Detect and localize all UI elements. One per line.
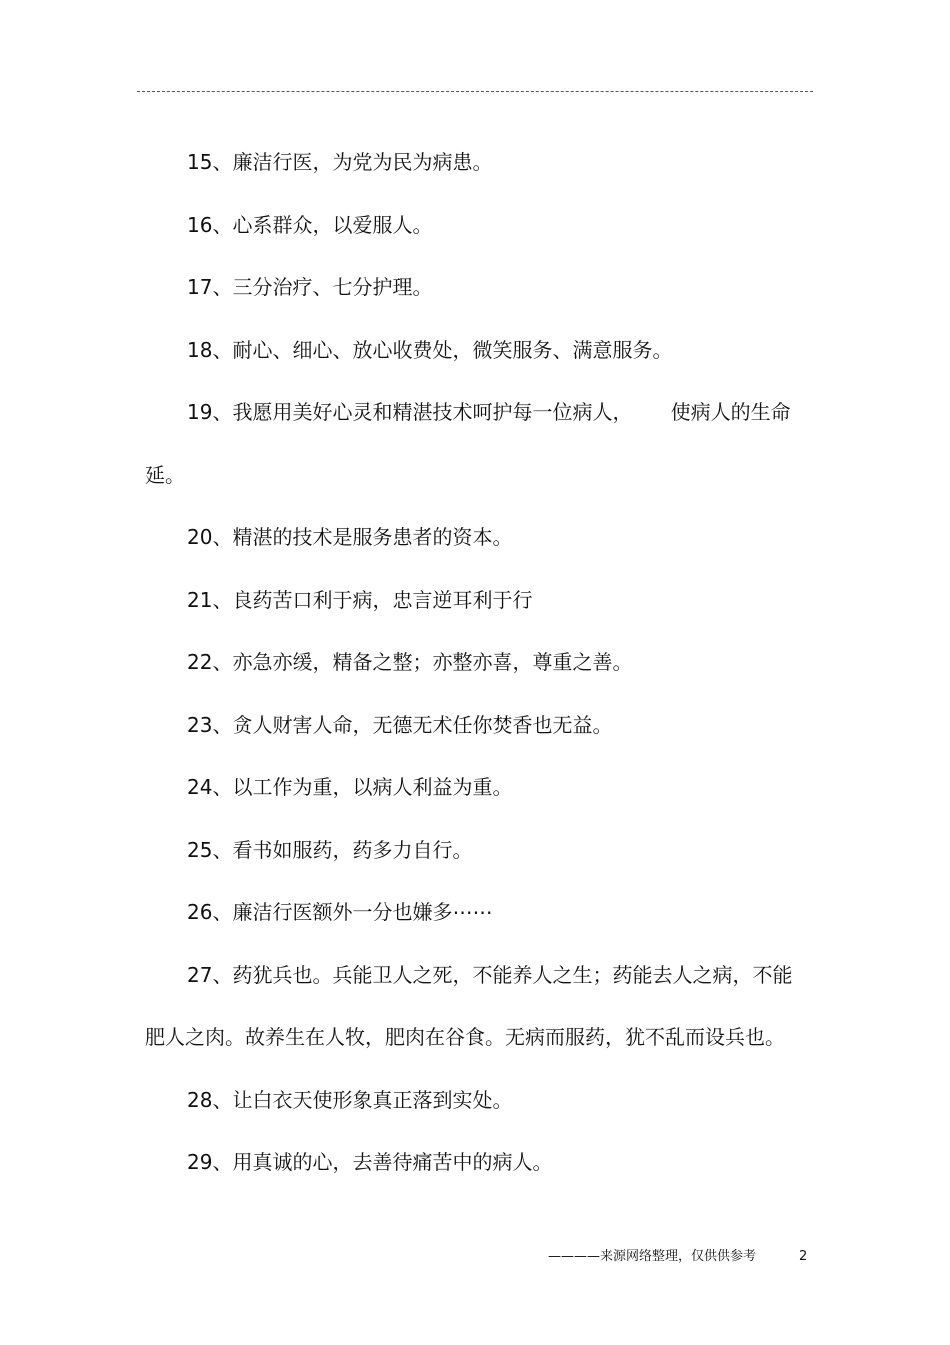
paragraph-24: 24、以工作为重，以病人利益为重。 xyxy=(187,775,513,799)
paragraph-20: 20、精湛的技术是服务患者的资本。 xyxy=(187,525,513,549)
header-dashed-rule xyxy=(137,91,813,92)
paragraph-28: 28、让白衣天使形象真正落到实处。 xyxy=(187,1087,513,1112)
footer-source-note: ————来源网络整理，仅供供参考 xyxy=(548,1249,757,1264)
paragraph-27: 27、药犹兵也。兵能卫人之死，不能养人之生；药能去人之病，不能肥人之肉。故养生在人牧，肥肉在谷食。无病而服药，犹不乱而设兵也。 xyxy=(145,962,793,1049)
page-number: 2 xyxy=(799,1249,808,1264)
paragraph-29: 29、用真诚的心，去善待痛苦中的病人。 xyxy=(187,1150,553,1174)
paragraph-21: 21、良药苦口利于病，忠言逆耳利于行 xyxy=(187,587,533,612)
paragraph-19: 19、我愿用美好心灵和精湛技术呵护每一位病人， 使病人的生命延。 xyxy=(145,400,791,487)
paragraph-18: 18、耐心、细心、放心收费处，微笑服务、满意服务。 xyxy=(187,337,673,362)
paragraph-22: 22、亦急亦缓，精备之整；亦整亦喜，尊重之善。 xyxy=(187,650,633,674)
paragraph-17: 17、三分治疗、七分护理。 xyxy=(187,275,433,299)
paragraph-25: 25、看书如服药，药多力自行。 xyxy=(187,837,473,862)
paragraph-16: 16、心系群众，以爱服人。 xyxy=(187,212,433,237)
paragraph-15: 15、廉洁行医，为党为民为病患。 xyxy=(187,150,493,174)
document-body xyxy=(145,131,810,1194)
paragraph-26: 26、廉洁行医额外一分也嫌多⋯⋯ xyxy=(187,900,493,924)
paragraph-23: 23、贪人财害人命，无德无术任你焚香也无益。 xyxy=(187,712,613,737)
